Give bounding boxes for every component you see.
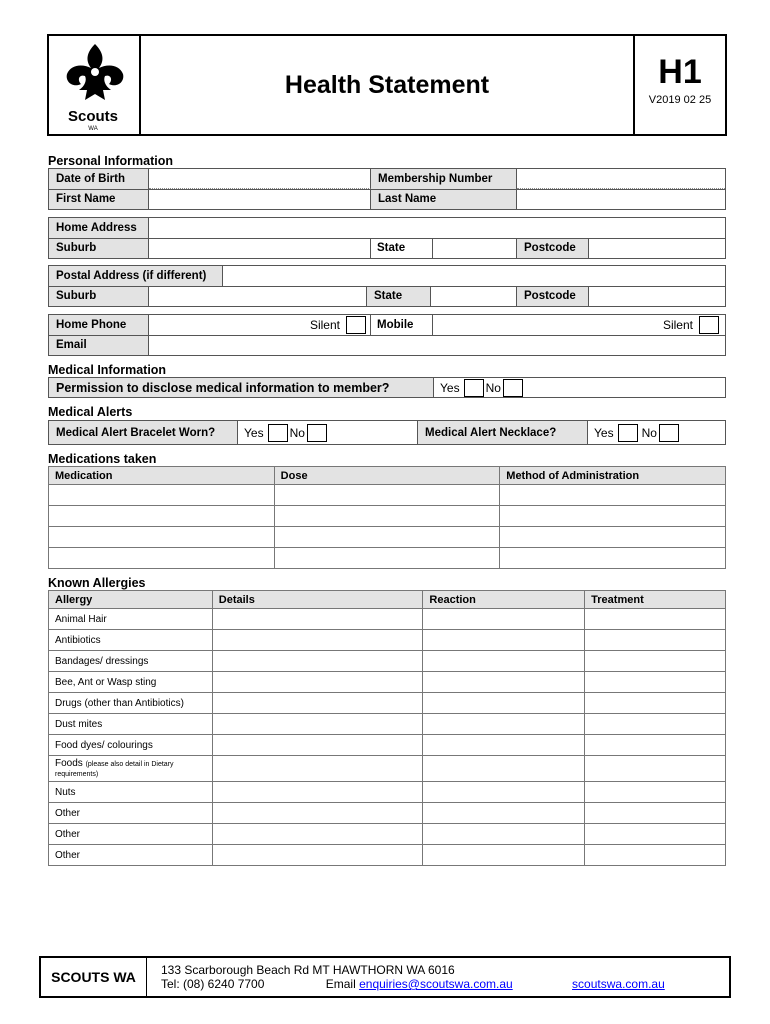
allergy-name: Other (49, 803, 213, 824)
necklace-yes-label: Yes (594, 425, 614, 440)
fleur-de-lis-icon (57, 42, 133, 108)
footer-tel: Tel: (08) 6240 7700 (161, 977, 265, 991)
logo (49, 36, 141, 134)
allergy-name: Food dyes/ colourings (49, 735, 213, 756)
necklace-options (588, 421, 725, 444)
postcode-label: Postcode (517, 239, 589, 259)
method-cell[interactable] (500, 548, 726, 569)
last-name-label: Last Name (371, 190, 517, 210)
section-personal-title: Personal Information (48, 154, 174, 168)
mobile-field[interactable] (433, 315, 725, 335)
allergy-name: Bee, Ant or Wasp sting (49, 672, 213, 693)
reaction-cell[interactable] (423, 714, 585, 735)
state-field[interactable] (433, 239, 517, 259)
footer-email-label: Email (325, 977, 356, 991)
reaction-cell[interactable] (423, 824, 585, 845)
details-cell[interactable] (212, 714, 423, 735)
section-medical-title: Medical Information (48, 363, 167, 377)
reaction-cell[interactable] (423, 651, 585, 672)
treatment-cell[interactable] (585, 609, 726, 630)
reaction-cell[interactable] (423, 630, 585, 651)
suburb-label: Suburb (49, 239, 149, 259)
medication-cell[interactable] (49, 506, 275, 527)
permission-no-label: No (485, 380, 501, 395)
bracelet-no-label: No (289, 425, 305, 440)
necklace-no-checkbox[interactable] (659, 424, 679, 442)
foods-label: Foods (55, 757, 83, 769)
last-name-field[interactable] (517, 190, 725, 210)
table-row (49, 651, 726, 672)
details-cell[interactable] (212, 693, 423, 714)
treatment-cell[interactable] (585, 803, 726, 824)
allergy-name: Nuts (49, 782, 213, 803)
table-row (49, 548, 726, 569)
postal-suburb-label: Suburb (49, 287, 149, 307)
details-cell[interactable] (212, 756, 423, 782)
alerts-row (48, 420, 726, 445)
reaction-cell[interactable] (423, 735, 585, 756)
table-row (49, 693, 726, 714)
necklace-label: Medical Alert Necklace? (418, 421, 588, 444)
permission-label: Permission to disclose medical information to member? (49, 378, 434, 397)
postal-postcode-label: Postcode (517, 287, 589, 307)
table-row (49, 782, 726, 803)
reaction-header: Reaction (423, 591, 585, 609)
section-medications-title: Medications taken (48, 452, 157, 466)
postal-address-block (48, 265, 726, 307)
suburb-field[interactable] (149, 239, 371, 259)
section-allergies-title: Known Allergies (48, 576, 146, 590)
treatment-header: Treatment (585, 591, 726, 609)
table-row (49, 672, 726, 693)
details-cell[interactable] (212, 824, 423, 845)
medication-cell[interactable] (49, 548, 275, 569)
phone-email-block (48, 314, 726, 356)
footer-contact (161, 963, 665, 991)
postal-state-label: State (367, 287, 431, 307)
home-phone-silent-checkbox[interactable] (346, 316, 366, 334)
first-name-field[interactable] (149, 190, 371, 210)
table-row (49, 527, 726, 548)
allergy-header: Allergy (49, 591, 213, 609)
treatment-cell[interactable] (585, 756, 726, 782)
membership-label: Membership Number (371, 169, 517, 189)
home-phone-label: Home Phone (49, 315, 149, 335)
email-label: Email (49, 336, 149, 356)
table-row (49, 609, 726, 630)
treatment-cell[interactable] (585, 782, 726, 803)
reaction-cell[interactable] (423, 756, 585, 782)
table-row (49, 845, 726, 866)
state-label: State (371, 239, 433, 259)
postal-address-field[interactable] (223, 266, 725, 286)
allergies-table (48, 590, 726, 866)
medication-cell[interactable] (49, 485, 275, 506)
bracelet-yes-label: Yes (244, 425, 264, 440)
dose-cell[interactable] (274, 506, 500, 527)
reaction-cell[interactable] (423, 803, 585, 824)
table-row (49, 506, 726, 527)
bracelet-no-checkbox[interactable] (307, 424, 327, 442)
dob-name-block (48, 168, 726, 210)
logo-subtext: WA (88, 126, 98, 132)
form-header (47, 34, 727, 136)
bracelet-options (238, 421, 418, 444)
details-cell[interactable] (212, 782, 423, 803)
table-row (49, 803, 726, 824)
details-cell[interactable] (212, 735, 423, 756)
postcode-field[interactable] (589, 239, 725, 259)
necklace-yes-checkbox[interactable] (618, 424, 638, 442)
method-header: Method of Administration (500, 467, 726, 485)
allergy-name: Drugs (other than Antibiotics) (49, 693, 213, 714)
treatment-cell[interactable] (585, 824, 726, 845)
allergy-name: Antibiotics (49, 630, 213, 651)
dob-field[interactable] (149, 169, 371, 189)
medications-table (48, 466, 726, 569)
treatment-cell[interactable] (585, 630, 726, 651)
footer-address: 133 Scarborough Beach Rd MT HAWTHORN WA 6016 (161, 963, 455, 977)
section-alerts-title: Medical Alerts (48, 405, 133, 419)
table-row (49, 824, 726, 845)
permission-no-checkbox[interactable] (503, 379, 523, 397)
first-name-label: First Name (49, 190, 149, 210)
permission-options (434, 378, 725, 397)
home-address-field[interactable] (149, 218, 725, 238)
table-row (49, 714, 726, 735)
footer-brand: SCOUTS WA (41, 958, 147, 996)
page-title: Health Statement (141, 36, 635, 134)
dose-cell[interactable] (274, 485, 500, 506)
mobile-silent-checkbox[interactable] (699, 316, 719, 334)
table-row (49, 735, 726, 756)
treatment-cell[interactable] (585, 693, 726, 714)
treatment-cell[interactable] (585, 672, 726, 693)
mobile-label: Mobile (371, 315, 433, 335)
bracelet-label: Medical Alert Bracelet Worn? (49, 421, 238, 444)
allergy-name: Other (49, 845, 213, 866)
details-header: Details (212, 591, 423, 609)
dose-cell[interactable] (274, 527, 500, 548)
details-cell[interactable] (212, 630, 423, 651)
table-row (49, 630, 726, 651)
details-cell[interactable] (212, 845, 423, 866)
silent-label-2: Silent (662, 317, 693, 332)
postal-state-field[interactable] (431, 287, 517, 307)
reaction-cell[interactable] (423, 845, 585, 866)
allergy-name: Bandages/ dressings (49, 651, 213, 672)
treatment-cell[interactable] (585, 714, 726, 735)
reaction-cell[interactable] (423, 782, 585, 803)
dose-cell[interactable] (274, 548, 500, 569)
home-address-label: Home Address (49, 218, 149, 238)
reaction-cell[interactable] (423, 693, 585, 714)
table-row (49, 756, 726, 782)
home-address-block (48, 217, 726, 259)
email-field[interactable] (149, 336, 725, 356)
form-code-box (635, 36, 725, 134)
form-code: H1 (658, 53, 702, 91)
postal-address-label: Postal Address (if different) (49, 266, 223, 286)
allergy-name-foods (49, 756, 213, 782)
postal-suburb-field[interactable] (149, 287, 367, 307)
medication-header: Medication (49, 467, 275, 485)
treatment-cell[interactable] (585, 651, 726, 672)
reaction-cell[interactable] (423, 672, 585, 693)
details-cell[interactable] (212, 803, 423, 824)
treatment-cell[interactable] (585, 845, 726, 866)
permission-row (48, 377, 726, 398)
method-cell[interactable] (500, 506, 726, 527)
footer (39, 956, 731, 998)
allergy-name: Dust mites (49, 714, 213, 735)
treatment-cell[interactable] (585, 735, 726, 756)
method-cell[interactable] (500, 485, 726, 506)
home-phone-field[interactable] (149, 315, 371, 335)
membership-field[interactable] (517, 169, 725, 189)
dob-label: Date of Birth (49, 169, 149, 189)
footer-email-link[interactable]: enquiries@scoutswa.com.au (359, 977, 513, 991)
method-cell[interactable] (500, 527, 726, 548)
reaction-cell[interactable] (423, 609, 585, 630)
details-cell[interactable] (212, 672, 423, 693)
allergy-name: Other (49, 824, 213, 845)
logo-wordmark: Scouts (67, 108, 118, 125)
dose-header: Dose (274, 467, 500, 485)
footer-website-link[interactable]: scoutswa.com.au (572, 977, 665, 991)
details-cell[interactable] (212, 609, 423, 630)
silent-label: Silent (309, 317, 340, 332)
foods-note: (please also detail in Dietary requirements) (55, 760, 174, 778)
table-row (49, 485, 726, 506)
postal-postcode-field[interactable] (589, 287, 725, 307)
medication-cell[interactable] (49, 527, 275, 548)
details-cell[interactable] (212, 651, 423, 672)
allergy-name: Animal Hair (49, 609, 213, 630)
permission-yes-label: Yes (440, 380, 460, 395)
necklace-no-label: No (641, 425, 657, 440)
permission-yes-checkbox[interactable] (464, 379, 484, 397)
form-version: V2019 02 25 (648, 94, 712, 106)
bracelet-yes-checkbox[interactable] (268, 424, 288, 442)
